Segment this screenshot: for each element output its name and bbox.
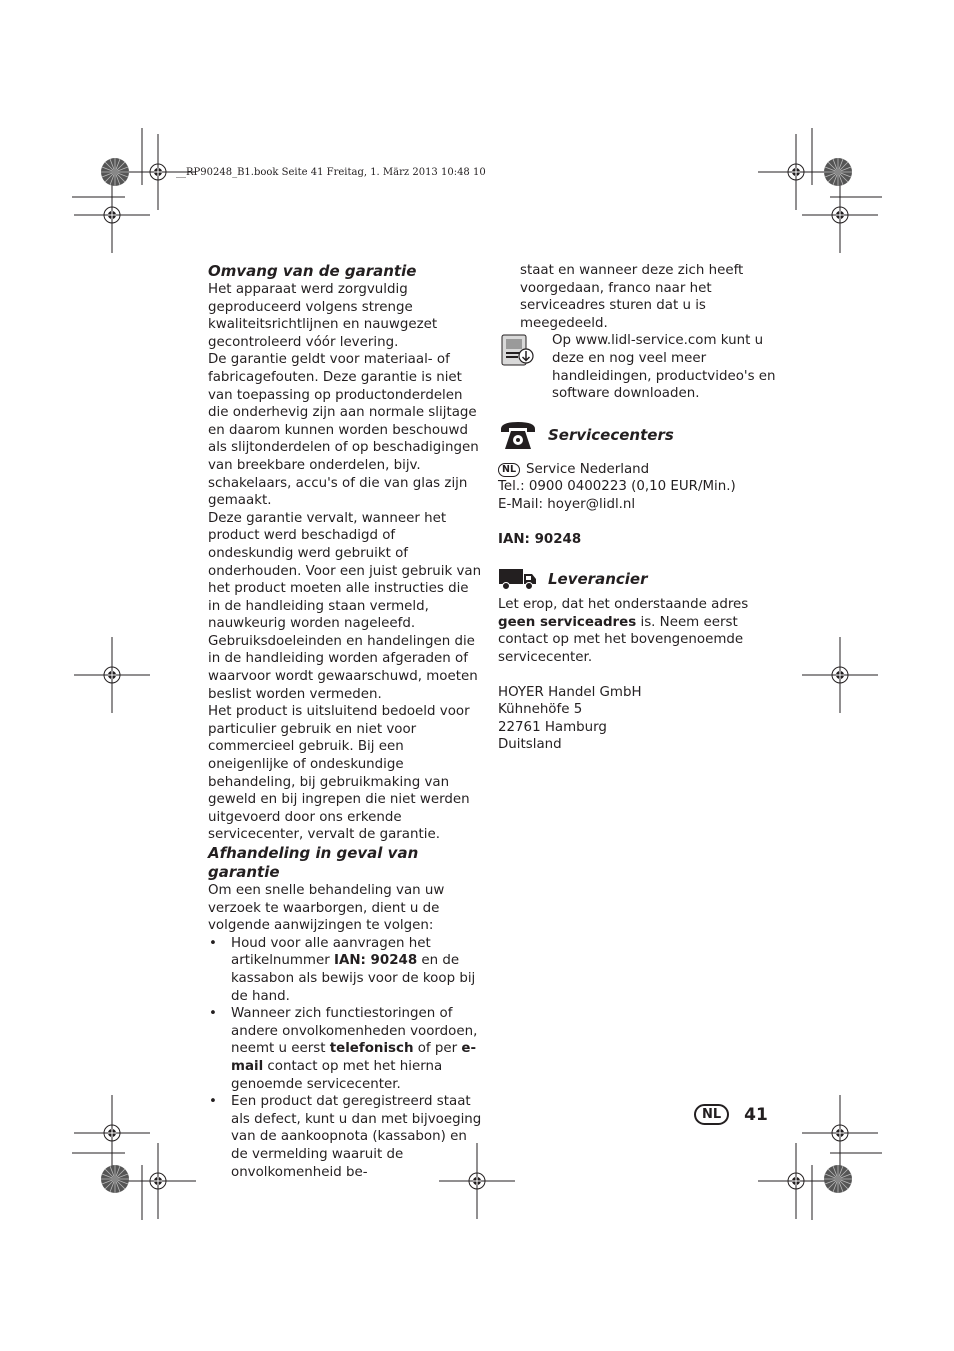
address-line: Kühnehöfe 5 — [498, 702, 583, 718]
language-badge: NL — [694, 1104, 729, 1125]
section-header-service — [498, 419, 778, 453]
section-header-supplier — [498, 562, 778, 596]
telephone-icon — [498, 420, 538, 452]
paragraph: Het apparaat werd zorgvuldig geproduceerd volgens strenge kwaliteitsrichtlijnen en nauwgezet gecontroleerd vóór levering. — [208, 282, 438, 350]
heading-servicecenters: Servicecenters — [548, 426, 674, 445]
address-line: HOYER Handel GmbH — [498, 684, 642, 700]
paragraph: Om een snelle behandeling van uw verzoek te waarborgen, dient u de volgende aanwijzingen te volgen: — [208, 883, 445, 934]
paragraph: Op www.lidl-service.com kunt u deze en nog veel meer handleidingen, productvideo's en software downloaden. — [552, 333, 776, 402]
article-number: IAN: 90248 — [498, 531, 582, 547]
page-footer — [694, 1104, 768, 1125]
nl-country-badge: NL — [498, 463, 520, 477]
paragraph: Let erop, dat het onderstaande adres geen serviceadres is. Neem eerst contact op met het bovengenoemde servicecenter. — [498, 597, 749, 665]
page-number: 41 — [744, 1104, 768, 1125]
list-item: • Wanneer zich functiestoringen of andere onvolkomenheden voordoen, neemt u eerst telefonisch of per e-mail contact op met het hierna genoemde servicecenter. — [208, 1005, 484, 1093]
left-column — [208, 262, 484, 1181]
paragraph: Deze garantie vervalt, wanneer het product werd beschadigd of ondeskundig werd gebruikt of onderhouden. Voor een juist gebruik van het product moeten alle instructies die in de handleiding staan vermeld, nauwkeurig worden nageleefd. Gebruiksdoeleinden en handelingen die in de handleiding worden afgeraden of waarvoor wordt gewaarschuwd, moeten beslist worden vermeden. — [208, 510, 482, 702]
address-line: Duitsland — [498, 737, 562, 753]
address-line: 22761 Hamburg — [498, 719, 607, 735]
list-item: • Houd voor alle aanvragen het artikelnummer IAN: 90248 en de kassabon als bewijs voor de koop bij de hand. — [208, 935, 484, 1005]
instructions-list — [208, 935, 484, 1181]
print-slug: __RP90248_B1.book Seite 41 Freitag, 1. März 2013 10:48 10 — [176, 167, 486, 178]
list-item: • Een product dat geregistreerd staat als defect, kunt u dan met bijvoeging van de aankoopnota (kassabon) en de vermelding waaruit de onvolkomenheid be- — [208, 1093, 484, 1181]
paragraph: Het product is uitsluitend bedoeld voor particulier gebruik en niet voor commercieel gebruik. Bij een oneigenlijke of ondeskundige behandeling, bij gebruikmaking van geweld en bij ingrepen die niet werden uitgevoerd door ons erkende servicecenter, vervalt de garantie. — [208, 704, 470, 843]
heading-supplier: Leverancier — [548, 569, 648, 588]
heading-warranty-scope: Omvang van de garantie — [208, 262, 417, 280]
right-column — [498, 262, 778, 754]
service-phone: Tel.: 0900 0400223 (0,10 EUR/Min.) — [498, 479, 736, 495]
service-country: NL Service Nederland — [498, 461, 778, 479]
service-email: E-Mail: hoyer@lidl.nl — [498, 496, 636, 512]
heading-warranty-handling: Afhandeling in geval van garantie — [208, 844, 419, 881]
document-download-icon — [498, 332, 536, 370]
download-info — [498, 332, 778, 402]
paragraph: De garantie geldt voor materiaal- of fabricagefouten. Deze garantie is niet van toepassing op productonderdelen die onderhevig zijn aan normale slijtage en daarom kunnen worden beschouwd als slijtonderdelen of op beschadigingen van breekbare onderdelen, bijv. schakelaars, accu's of die van glas zijn gemaakt. — [208, 352, 479, 509]
truck-icon — [498, 567, 538, 591]
paragraph: staat en wanneer deze zich heeft voorgedaan, franco naar het serviceadres sturen dat u is meegedeeld. — [520, 263, 744, 331]
